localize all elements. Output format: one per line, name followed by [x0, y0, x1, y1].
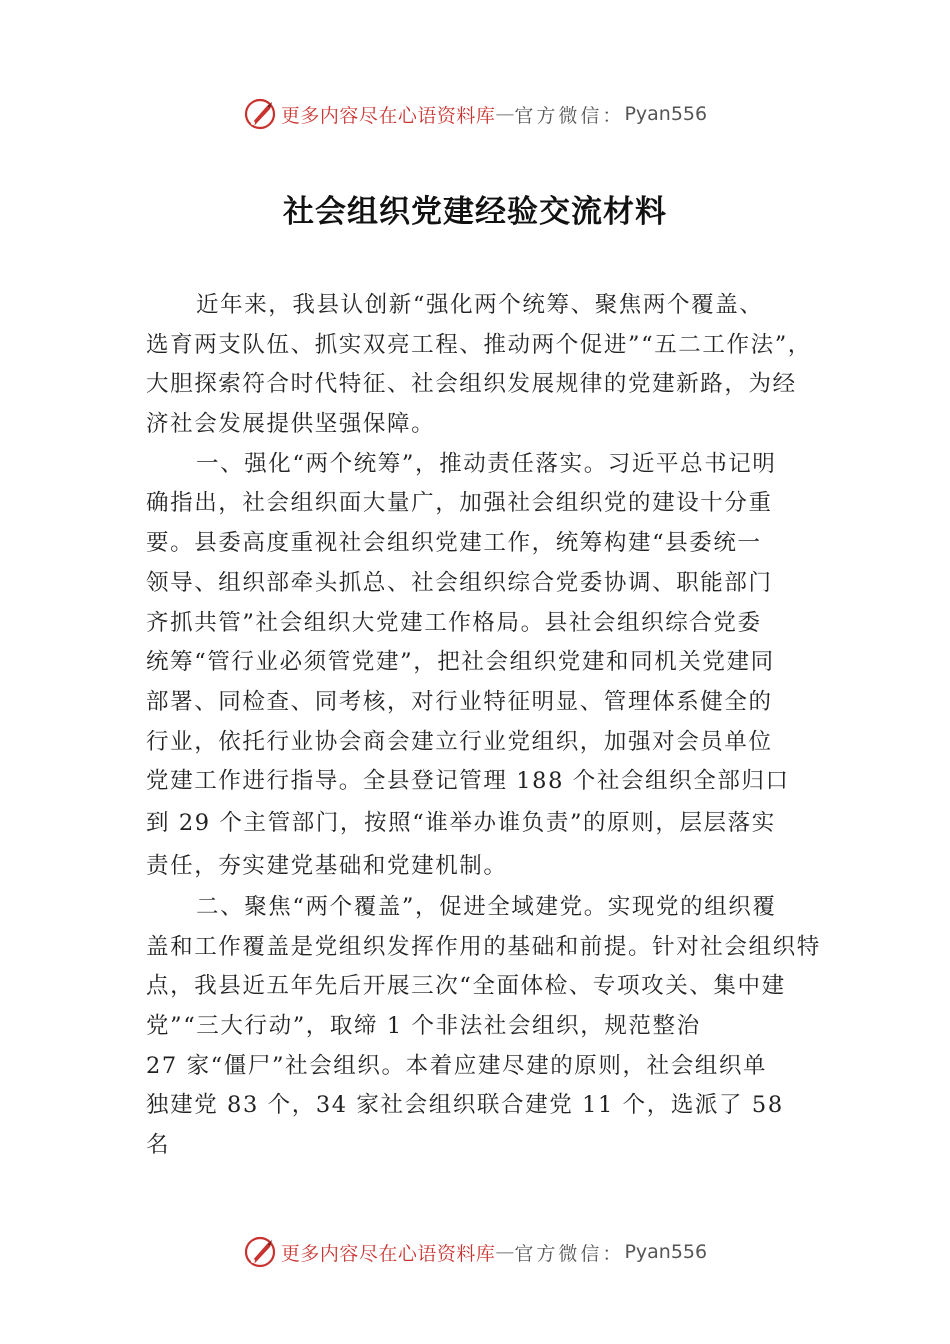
- body-line: 济社会发展提供坚强保障。: [146, 411, 436, 438]
- quill-pen-logo-icon: [243, 1235, 277, 1269]
- body-line: 齐抓共管”社会组织大党建工作格局。县社会组织综合党委: [146, 609, 762, 636]
- body-line: 名: [146, 1132, 171, 1159]
- document-title: 社会组织党建经验交流材料: [283, 194, 667, 230]
- body-line: 选育两支队伍、抓实双亮工程、推动两个促进”“五二工作法”，: [146, 331, 812, 358]
- watermark-separator: —: [495, 103, 515, 125]
- body-line: 要。县委高度重视社会组织党建工作，统筹构建“县委统一: [146, 530, 762, 557]
- body-line: 部署、同检查、同考核，对行业特征明显、管理体系健全的: [146, 688, 773, 715]
- body-line: 二、聚焦“两个覆盖”，促进全域建党。实现党的组织覆: [196, 893, 777, 920]
- body-line: 27 家“僵尸”社会组织。本着应建尽建的原则，社会组织单: [146, 1052, 768, 1079]
- body-line: 领导、组织部牵头抓总、社会组织综合党委协调、职能部门: [146, 569, 773, 596]
- watermark-label: 官方微信：: [514, 104, 625, 127]
- watermark-label: 官方微信：: [514, 1242, 625, 1265]
- body-line: 盖和工作覆盖是党组织发挥作用的基础和前提。针对社会组织特: [146, 933, 821, 960]
- body-line: 点，我县近五年先后开展三次“全面体检、专项攻关、集中建: [146, 973, 786, 1000]
- body-line: 独建党 83 个，34 家社会组织联合建党 11 个，选派了 58: [146, 1092, 784, 1119]
- watermark-wechat-id: Pyan556: [624, 1241, 708, 1263]
- body-line: 责任，夯实建党基础和党建机制。: [146, 852, 508, 879]
- watermark-prefix: 更多内容尽在心语资料库: [280, 104, 496, 127]
- watermark-wechat-id: Pyan556: [624, 103, 708, 125]
- body-line: 一、强化“两个统筹”，推动责任落实。习近平总书记明: [196, 450, 777, 477]
- body-line: 到 29 个主管部门，按照“谁举办谁负责”的原则，层层落实: [146, 809, 776, 836]
- header-watermark: [0, 94, 950, 134]
- watermark-prefix: 更多内容尽在心语资料库: [280, 1242, 496, 1265]
- body-line: 大胆探索符合时代特征、社会组织发展规律的党建新路，为经: [146, 371, 797, 398]
- body-line: 近年来，我县认创新“强化两个统筹、聚焦两个覆盖、: [196, 292, 764, 318]
- footer-watermark: [0, 1232, 950, 1272]
- quill-pen-logo-icon: [243, 97, 277, 131]
- body-line: 行业，依托行业协会商会建立行业党组织，加强对会员单位: [146, 728, 773, 755]
- body-line: 确指出，社会组织面大量广，加强社会组织党的建设十分重: [146, 490, 773, 517]
- body-line: 党建工作进行指导。全县登记管理 188 个社会组织全部归口: [146, 768, 790, 795]
- document-body: [146, 286, 836, 1166]
- body-line: 党”“三大行动”，取缔 1 个非法社会组织，规范整治: [146, 1013, 701, 1039]
- watermark-separator: —: [495, 1241, 515, 1263]
- body-line: 统筹“管行业必须管党建”，把社会组织党建和同机关党建同: [146, 649, 775, 676]
